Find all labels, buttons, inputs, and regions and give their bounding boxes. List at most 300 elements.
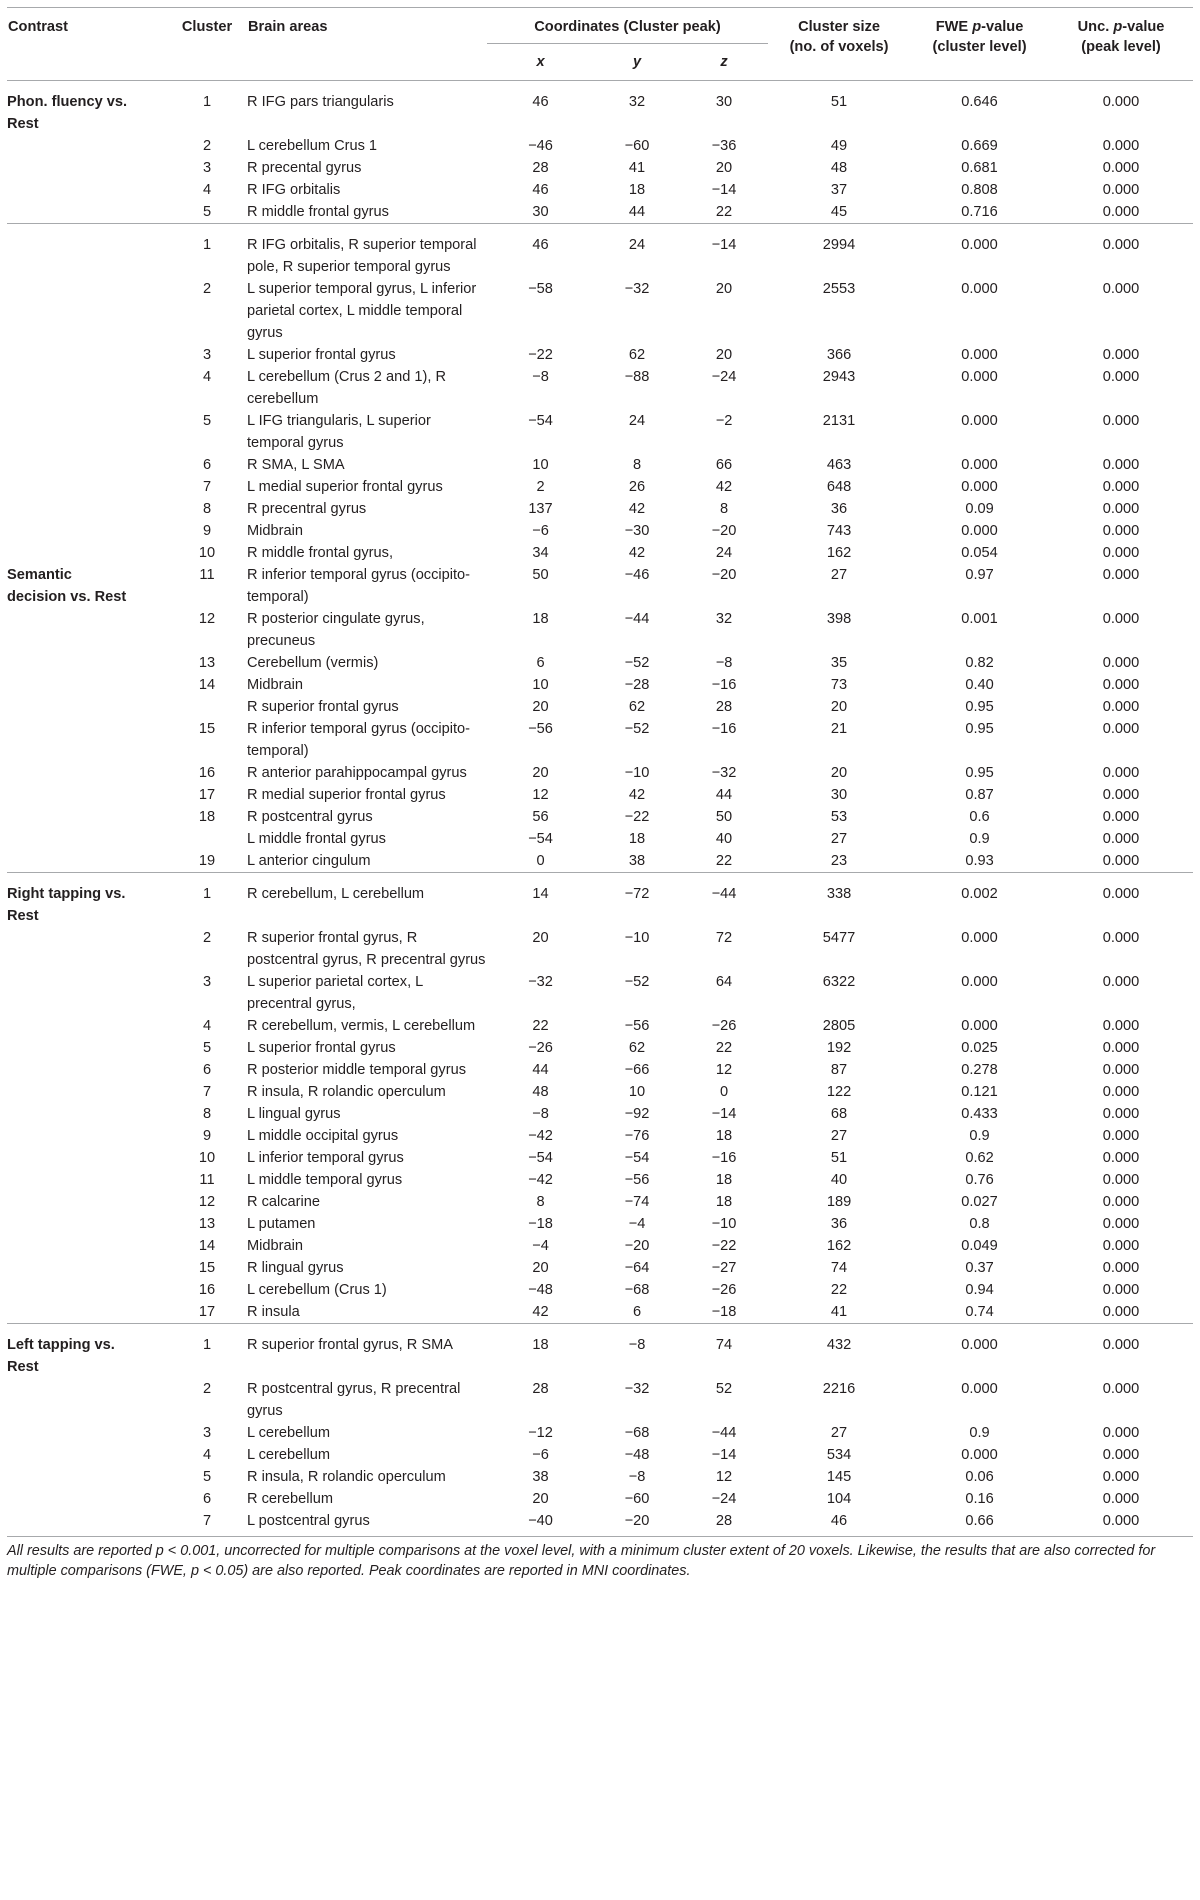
coord-x-cell: −56 (528, 721, 553, 737)
coord-x-cell: 6 (536, 655, 545, 671)
cluster-id-cell: 3 (202, 974, 212, 990)
table-row (7, 1279, 1193, 1301)
unc-p-value-cell: 0.000 (1049, 224, 1193, 279)
coord-z-cell: 28 (715, 699, 733, 715)
coord-x-cell: 48 (532, 1084, 549, 1100)
coord-y-cell: −54 (624, 1150, 650, 1166)
coord-y-cell: −48 (624, 1447, 650, 1463)
table-row (7, 410, 1193, 454)
unc-p-value-cell: 0.000 (1102, 413, 1140, 429)
cluster-id-cell: 9 (202, 523, 212, 539)
brain-area-cell: R insula, R rolandic operculum (247, 1469, 446, 1485)
table-row (7, 1378, 1193, 1422)
coord-z-cell: −16 (711, 721, 737, 737)
fwe-p-value-cell: 0.716 (961, 204, 998, 220)
coord-z-cell: 66 (715, 457, 733, 473)
coord-y-cell: −32 (624, 281, 650, 297)
cluster-id-cell: 5 (202, 1469, 212, 1485)
cluster-size-cell: 2553 (822, 281, 856, 297)
coord-z-cell: 42 (715, 479, 733, 495)
brain-area-cell: R superior frontal gyrus (247, 699, 399, 715)
unc-p-value-cell: 0.000 (1102, 930, 1140, 946)
unc-p-value-cell: 0.000 (1049, 1324, 1193, 1379)
table-row (7, 1037, 1193, 1059)
contrast-cell (7, 608, 167, 652)
coord-x-cell: −48 (528, 1282, 553, 1298)
table-row (7, 201, 1193, 224)
table-row (7, 1191, 1193, 1213)
cluster-size-cell: 53 (830, 809, 848, 825)
table-row (7, 1301, 1193, 1324)
cluster-id-cell: 13 (198, 655, 216, 671)
cluster-size-cell: 398 (826, 611, 852, 627)
cluster-id-cell: 2 (202, 930, 212, 946)
cluster-size-cell: 463 (826, 457, 852, 473)
table-row (7, 81, 1193, 136)
coord-x-cell: −8 (532, 1106, 549, 1122)
coord-z-cell: 20 (715, 281, 733, 297)
cluster-size-cell: 21 (830, 721, 848, 737)
coord-z-cell: −20 (711, 567, 737, 583)
brain-area-cell: R cerebellum, vermis, L cerebellum (247, 1018, 476, 1034)
coord-y-cell: −52 (624, 974, 650, 990)
coord-x-cell: 0 (536, 853, 545, 869)
cluster-size-cell: 104 (826, 1491, 852, 1507)
coord-z-cell: −8 (715, 655, 733, 671)
coord-x-cell: 18 (532, 611, 549, 627)
table-row (7, 135, 1193, 157)
fwe-p-value-cell: 0.16 (965, 1491, 994, 1507)
unc-p-value-cell: 0.000 (1049, 81, 1193, 136)
coord-x-cell: −54 (528, 1150, 553, 1166)
contrast-cell (7, 784, 167, 806)
contrast-cell (7, 674, 167, 696)
table-row (7, 520, 1193, 542)
contrast-label-line2: decision vs. Rest (7, 589, 127, 605)
coord-x-cell: 30 (532, 204, 549, 220)
coord-x-cell: 10 (532, 457, 549, 473)
coord-x-cell: 12 (532, 787, 549, 803)
table-row (7, 1213, 1193, 1235)
brain-area-cell: L cerebellum (247, 1425, 331, 1441)
cluster-id-cell: 1 (167, 224, 247, 279)
coord-y-cell: −52 (624, 721, 650, 737)
coord-x-cell: 28 (532, 1381, 549, 1397)
table-row (7, 1081, 1193, 1103)
cluster-size-cell: 366 (826, 347, 852, 363)
contrast-cell (7, 652, 167, 674)
coord-z-cell: 24 (715, 545, 733, 561)
fwe-p-value-cell: 0.049 (961, 1238, 998, 1254)
contrast-cell (7, 1081, 167, 1103)
coord-z-cell: −32 (711, 765, 737, 781)
fwe-p-value-cell: 0.95 (965, 765, 994, 781)
unc-p-value-cell: 0.000 (1102, 138, 1140, 154)
unc-p-value-cell: 0.000 (1102, 457, 1140, 473)
fwe-p-value-cell: 0.40 (965, 677, 994, 693)
cluster-size-cell: 30 (830, 787, 848, 803)
contrast-cell (7, 1125, 167, 1147)
brain-area-cell: R SMA, L SMA (247, 457, 345, 473)
coord-x-cell: 14 (487, 873, 594, 928)
cluster-size-cell: 432 (768, 1324, 910, 1379)
cluster-id-cell: 17 (198, 787, 216, 803)
coord-z-cell: −36 (711, 138, 737, 154)
coord-x-cell: 2 (536, 479, 545, 495)
coord-y-cell: −66 (624, 1062, 650, 1078)
cluster-size-cell: 49 (830, 138, 848, 154)
coord-z-cell: 32 (715, 611, 733, 627)
coord-x-cell: 44 (532, 1062, 549, 1078)
coord-x-cell: 46 (487, 81, 594, 136)
fwe-p-value-cell: 0.76 (965, 1172, 994, 1188)
table-row (7, 806, 1193, 828)
table-row (7, 564, 1193, 608)
fwe-p-value-cell: 0.000 (961, 930, 998, 946)
table-row (7, 850, 1193, 873)
coord-x-cell: 8 (536, 1194, 545, 1210)
contrast-cell (7, 971, 167, 1015)
cluster-id-cell (167, 828, 247, 850)
unc-p-value-cell: 0.000 (1102, 1062, 1140, 1078)
contrast-cell (7, 564, 167, 608)
cluster-size-cell: 189 (826, 1194, 852, 1210)
brain-area-cell: R cerebellum (247, 1491, 333, 1507)
fwe-p-value-cell: 0.9 (969, 831, 990, 847)
unc-p-value-cell: 0.000 (1102, 1238, 1140, 1254)
unc-p-value-cell: 0.000 (1102, 281, 1140, 297)
coord-y-cell: −8 (594, 1324, 680, 1379)
brain-area-cell: L medial superior frontal gyrus (247, 479, 443, 495)
cluster-id-cell: 9 (202, 1128, 212, 1144)
cluster-size-cell: 2131 (822, 413, 856, 429)
brain-area-cell: R insula (247, 1304, 300, 1320)
cluster-size-cell: 46 (830, 1513, 848, 1529)
fwe-p-value-cell: 0.37 (965, 1260, 994, 1276)
table-row (7, 1466, 1193, 1488)
fwe-p-value-cell: 0.808 (961, 182, 998, 198)
fwe-p-value-cell: 0.000 (961, 413, 998, 429)
coord-y-cell: 42 (628, 501, 646, 517)
brain-area-cell: R IFG pars triangularis (247, 81, 487, 136)
coord-x-cell: −8 (532, 369, 549, 385)
unc-p-value-cell: 0.000 (1102, 479, 1140, 495)
coord-y-cell: 24 (594, 224, 680, 279)
cluster-size-cell: 648 (826, 479, 852, 495)
coord-x-cell: −26 (528, 1040, 553, 1056)
brain-area-cell: L cerebellum Crus 1 (247, 138, 378, 154)
table-row (7, 1015, 1193, 1037)
brain-area-cell: R inferior temporal gyrus (occipito-temporal) (247, 721, 471, 759)
contrast-cell (7, 1510, 167, 1532)
coord-x-cell: 38 (532, 1469, 549, 1485)
cluster-size-cell: 2216 (822, 1381, 856, 1397)
coord-y-cell: 62 (628, 699, 646, 715)
contrast-cell (7, 201, 167, 224)
cluster-id-cell: 14 (198, 677, 216, 693)
cluster-id-cell: 5 (202, 1040, 212, 1056)
cluster-size-cell: 27 (830, 567, 848, 583)
coord-y-cell: −56 (624, 1172, 650, 1188)
cluster-size-cell: 338 (768, 873, 910, 928)
coord-y-cell: 42 (628, 787, 646, 803)
contrast-cell (7, 1257, 167, 1279)
coord-x-cell: −42 (528, 1128, 553, 1144)
contrast-cell (7, 806, 167, 828)
fwe-p-value-cell: 0.001 (961, 611, 998, 627)
contrast-cell (7, 850, 167, 873)
contrast-label-line1: Phon. fluency vs. (7, 94, 128, 110)
unc-p-value-cell: 0.000 (1102, 545, 1140, 561)
contrast-cell (7, 828, 167, 850)
cluster-id-cell: 3 (202, 160, 212, 176)
brain-area-cell: Midbrain (247, 677, 303, 693)
brain-area-cell: R precentral gyrus (247, 501, 367, 517)
unc-p-value-cell: 0.000 (1102, 699, 1140, 715)
unc-p-value-cell: 0.000 (1102, 204, 1140, 220)
cluster-id-cell: 7 (202, 1084, 212, 1100)
results-table-container (7, 7, 1193, 1581)
fwe-p-value-cell: 0.121 (961, 1084, 998, 1100)
coord-y-cell: −68 (624, 1425, 650, 1441)
coord-z-cell: 8 (719, 501, 729, 517)
brain-area-cell: L cerebellum (Crus 2 and 1), R cerebellum (247, 369, 446, 407)
unc-p-value-cell: 0.000 (1102, 1304, 1140, 1320)
coord-z-cell: 18 (715, 1128, 733, 1144)
contrast-label-line1: Left tapping vs. (7, 1337, 115, 1353)
contrast-cell (7, 498, 167, 520)
coord-z-cell: 40 (715, 831, 733, 847)
coord-x-cell: 34 (532, 545, 549, 561)
coord-y-cell: 62 (628, 347, 646, 363)
coord-z-cell: 20 (715, 347, 733, 363)
fwe-p-value-cell: 0.74 (965, 1304, 994, 1320)
unc-p-value-cell: 0.000 (1102, 1260, 1140, 1276)
coord-x-cell: 46 (532, 182, 549, 198)
fwe-p-value-cell: 0.94 (965, 1282, 994, 1298)
contrast-cell (7, 1301, 167, 1324)
cluster-size-cell: 48 (830, 160, 848, 176)
fwe-p-value-cell: 0.66 (965, 1513, 994, 1529)
coord-y-cell: −72 (594, 873, 680, 928)
coord-z-cell: −24 (711, 1491, 737, 1507)
unc-p-value-cell: 0.000 (1102, 1018, 1140, 1034)
cluster-id-cell: 5 (202, 413, 212, 429)
brain-area-cell: R middle frontal gyrus, (247, 545, 393, 561)
coord-y-cell: 62 (628, 1040, 646, 1056)
unc-p-value-cell: 0.000 (1102, 1491, 1140, 1507)
unc-p-value-cell: 0.000 (1102, 1106, 1140, 1122)
contrast-cell (7, 520, 167, 542)
header-brain-areas: Brain areas (248, 19, 328, 35)
coord-z-cell: 28 (715, 1513, 733, 1529)
brain-area-cell: Midbrain (247, 1238, 303, 1254)
cluster-size-cell: 2994 (768, 224, 910, 279)
cluster-size-cell: 45 (830, 204, 848, 220)
cluster-size-cell: 6322 (822, 974, 856, 990)
table-row (7, 674, 1193, 696)
cluster-id-cell: 12 (198, 1194, 216, 1210)
coord-y-cell: −22 (624, 809, 650, 825)
unc-p-value-cell: 0.000 (1102, 655, 1140, 671)
contrast-cell (7, 1378, 167, 1422)
coord-y-cell: −20 (624, 1513, 650, 1529)
table-row (7, 278, 1193, 344)
table-row (7, 179, 1193, 201)
brain-area-cell: R cerebellum, L cerebellum (247, 873, 487, 928)
coord-y-cell: −10 (624, 765, 650, 781)
unc-p-value-cell: 0.000 (1102, 160, 1140, 176)
brain-area-cell: Cerebellum (vermis) (247, 655, 379, 671)
brain-area-cell: R medial superior frontal gyrus (247, 787, 446, 803)
contrast-cell (7, 366, 167, 410)
brain-area-cell: L superior parietal cortex, L precentral gyrus, (247, 974, 423, 1012)
coord-y-cell: −10 (624, 930, 650, 946)
contrast-cell (7, 718, 167, 762)
table-row (7, 1125, 1193, 1147)
fwe-p-value-cell: 0.002 (910, 873, 1049, 928)
cluster-id-cell: 12 (198, 611, 216, 627)
header-cluster-size: Cluster size (no. of voxels) (789, 19, 889, 55)
contrast-cell (7, 1213, 167, 1235)
contrast-cell (7, 224, 167, 279)
contrast-label-line2: Rest (7, 116, 39, 132)
cluster-id-cell: 6 (202, 457, 212, 473)
table-row (7, 762, 1193, 784)
cluster-size-cell: 145 (826, 1469, 852, 1485)
coord-y-cell: 24 (628, 413, 646, 429)
table-row (7, 696, 1193, 718)
coord-x-cell: −40 (528, 1513, 553, 1529)
contrast-cell (7, 1324, 167, 1379)
brain-area-cell: R middle frontal gyrus (247, 204, 389, 220)
unc-p-value-cell: 0.000 (1102, 809, 1140, 825)
unc-p-value-cell: 0.000 (1102, 721, 1140, 737)
unc-p-value-cell: 0.000 (1102, 1381, 1140, 1397)
coord-y-cell: 10 (628, 1084, 646, 1100)
contrast-cell (7, 1191, 167, 1213)
unc-p-value-cell: 0.000 (1102, 974, 1140, 990)
brain-area-cell: L IFG triangularis, L superior temporal gyrus (247, 413, 431, 451)
coord-x-cell: −42 (528, 1172, 553, 1188)
coord-y-cell: 8 (632, 457, 642, 473)
cluster-size-cell: 41 (830, 1304, 848, 1320)
cluster-id-cell: 6 (202, 1491, 212, 1507)
table-row (7, 1324, 1193, 1379)
coord-z-cell: −20 (711, 523, 737, 539)
coord-x-cell: −18 (528, 1216, 553, 1232)
coord-y-cell: −60 (624, 138, 650, 154)
unc-p-value-cell: 0.000 (1102, 787, 1140, 803)
brain-area-cell: L lingual gyrus (247, 1106, 341, 1122)
brain-area-cell: L middle frontal gyrus (247, 831, 386, 847)
contrast-cell (7, 927, 167, 971)
cluster-id-cell: 4 (202, 1018, 212, 1034)
coord-z-cell: −26 (711, 1018, 737, 1034)
brain-area-cell: R calcarine (247, 1194, 320, 1210)
results-table-body (7, 81, 1193, 1533)
cluster-size-cell: 2943 (822, 369, 856, 385)
brain-area-cell: L superior temporal gyrus, L inferior parietal cortex, L middle temporal gyrus (247, 281, 477, 341)
unc-p-value-cell: 0.000 (1102, 765, 1140, 781)
cluster-id-cell: 10 (198, 545, 216, 561)
coord-y-cell: −46 (624, 567, 650, 583)
unc-p-value-cell: 0.000 (1049, 873, 1193, 928)
cluster-id-cell: 13 (198, 1216, 216, 1232)
coord-y-cell: −44 (624, 611, 650, 627)
cluster-id-cell: 3 (202, 1425, 212, 1441)
coord-z-cell: −14 (711, 182, 737, 198)
brain-area-cell: R precental gyrus (247, 160, 362, 176)
brain-area-cell: Midbrain (247, 523, 303, 539)
unc-p-value-cell: 0.000 (1102, 1513, 1140, 1529)
coord-z-cell: −27 (711, 1260, 737, 1276)
cluster-id-cell: 10 (198, 1150, 216, 1166)
coord-x-cell: 28 (532, 160, 549, 176)
brain-area-cell: R superior frontal gyrus, R postcentral gyrus, R precentral gyrus (247, 930, 486, 968)
contrast-cell (7, 1015, 167, 1037)
coord-y-cell: 32 (594, 81, 680, 136)
fwe-p-value-cell: 0.09 (965, 501, 994, 517)
coord-x-cell: 46 (487, 224, 594, 279)
cluster-id-cell: 5 (202, 204, 212, 220)
contrast-cell (7, 1235, 167, 1257)
coord-x-cell: 137 (528, 501, 553, 517)
coord-y-cell: −68 (624, 1282, 650, 1298)
unc-p-value-cell: 0.000 (1102, 1128, 1140, 1144)
brain-area-cell: L superior frontal gyrus (247, 347, 396, 363)
table-row (7, 1169, 1193, 1191)
unc-p-value-cell: 0.000 (1102, 369, 1140, 385)
brain-area-cell: R posterior middle temporal gyrus (247, 1062, 466, 1078)
coord-x-cell: −12 (528, 1425, 553, 1441)
brain-area-cell: R posterior cingulate gyrus, precuneus (247, 611, 425, 649)
cluster-size-cell: 36 (830, 501, 848, 517)
coord-z-cell: 72 (715, 930, 733, 946)
coord-z-cell: 12 (715, 1062, 733, 1078)
coord-x-cell: −54 (528, 413, 553, 429)
cluster-size-cell: 51 (768, 81, 910, 136)
unc-p-value-cell: 0.000 (1102, 853, 1140, 869)
fwe-p-value-cell: 0.82 (965, 655, 994, 671)
coord-x-cell: −22 (528, 347, 553, 363)
coord-y-cell: −60 (624, 1491, 650, 1507)
contrast-cell (7, 1169, 167, 1191)
coord-x-cell: 42 (532, 1304, 549, 1320)
fwe-p-value-cell: 0.95 (965, 699, 994, 715)
coord-y-cell: 44 (628, 204, 646, 220)
coord-z-cell: −14 (711, 1447, 737, 1463)
brain-area-cell: L middle occipital gyrus (247, 1128, 399, 1144)
fwe-p-value-cell: 0.000 (910, 224, 1049, 279)
header-unc-p-value: Unc. p-value (peak level) (1077, 19, 1165, 55)
contrast-cell (7, 81, 167, 136)
contrast-cell (7, 696, 167, 718)
coord-z-cell: −16 (711, 1150, 737, 1166)
fwe-p-value-cell: 0.000 (961, 1381, 998, 1397)
fwe-p-value-cell: 0.9 (969, 1425, 990, 1441)
brain-area-cell: L anterior cingulum (247, 853, 371, 869)
coord-y-cell: −74 (624, 1194, 650, 1210)
cluster-size-cell: 36 (830, 1216, 848, 1232)
table-row (7, 828, 1193, 850)
coord-x-cell: 56 (532, 809, 549, 825)
contrast-cell (7, 1037, 167, 1059)
cluster-size-cell: 87 (830, 1062, 848, 1078)
cluster-id-cell: 8 (202, 1106, 212, 1122)
unc-p-value-cell: 0.000 (1102, 1447, 1140, 1463)
coord-z-cell: 12 (715, 1469, 733, 1485)
